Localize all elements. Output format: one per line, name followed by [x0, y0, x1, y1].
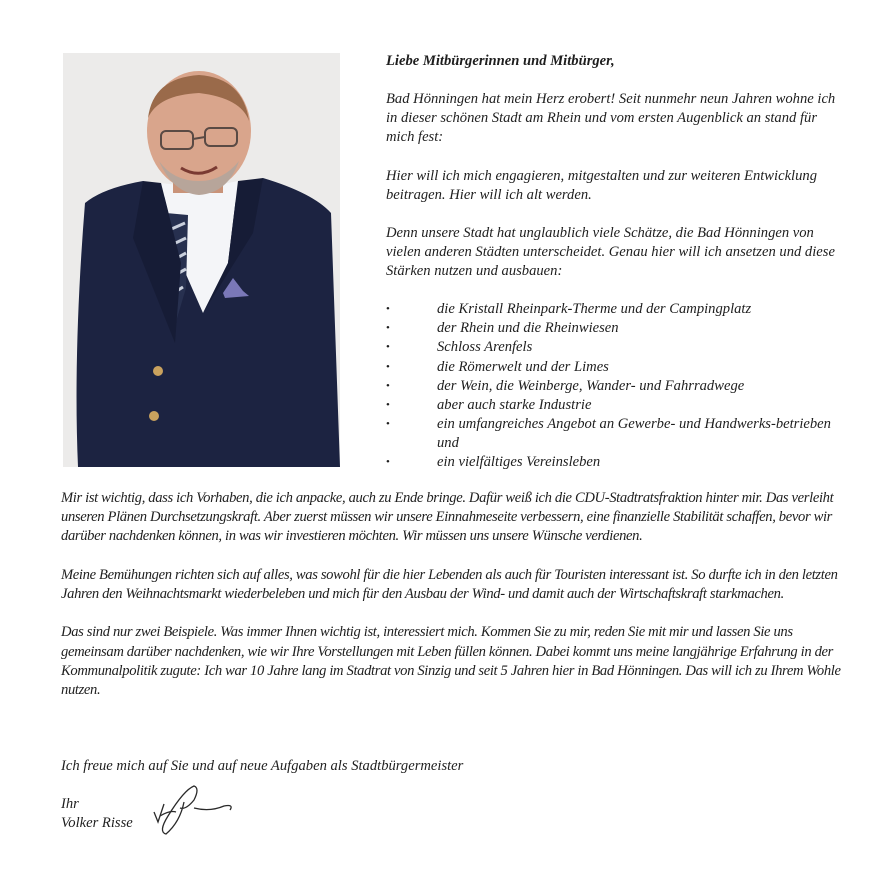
list-item [386, 338, 846, 357]
intro-paragraph: Denn unsere Stadt hat unglaublich viele Schätze, die Bad Hönningen von vielen anderen Städten unterscheidet. Genau hier will ich ansetzen und diese Stärken nutzen und ausbauen: [386, 224, 835, 280]
list-item [386, 319, 846, 338]
letter-body [61, 489, 841, 719]
bullet-icon: • [386, 322, 390, 335]
list-item-text: Schloss Arenfels [437, 339, 533, 356]
list-item-text: die Römerwelt und der Limes [437, 358, 609, 375]
list-item-text: der Wein, die Weinberge, Wander- und Fahrradwege [437, 377, 745, 394]
strengths-list [386, 300, 846, 472]
bullet-icon: • [386, 360, 390, 373]
list-item [386, 377, 846, 396]
letter-intro-column [386, 52, 846, 472]
greeting: Liebe Mitbürgerinnen und Mitbürger, [386, 53, 615, 69]
list-item [386, 396, 846, 415]
body-paragraph: Meine Bemühungen richten sich auf alles, was sowohl für die hier Lebenden als auch für Touristen interessant ist. So durfte ich in den letzten Jahren den Weihnachtsmarkt wiederbeleben und mich für den Ausbau der Wind- und damit auch der Wirtschaftskraft starkmachen. [61, 566, 838, 602]
closing-line: Ich freue mich auf Sie und auf neue Aufgaben als Stadtbürgermeister [61, 758, 464, 774]
body-paragraph: Das sind nur zwei Beispiele. Was immer Ihnen wichtig ist, interessiert mich. Kommen Sie zu mir, reden Sie mit mir und lassen Sie uns gemeinsam darüber nachdenken, wie wir Ihre Vorstellungen mit Leben füllen können. Dabei kommt uns meine langjährige Erfahrung in der Kommunalpolitik zugute: Ich war 10 Jahre lang im Stadtrat von Sinzig und seit 5 Jahren hier in Bad Hönningen. Das will ich zu Ihrem Wohle nutzen. [61, 624, 841, 698]
list-item [386, 300, 846, 319]
bullet-icon: • [386, 341, 390, 354]
bullet-icon: • [386, 303, 390, 316]
bullet-icon: • [386, 455, 390, 468]
list-item-text: ein vielfältiges Vereinsleben [437, 453, 601, 470]
author-name: Volker Risse [61, 815, 133, 832]
bullet-icon: • [386, 417, 390, 430]
bullet-icon: • [386, 398, 390, 411]
sign-off: Ihr [61, 796, 79, 812]
signature-icon [150, 782, 238, 836]
portrait-illustration [63, 53, 340, 467]
list-item [386, 453, 846, 472]
list-item-text: aber auch starke Industrie [437, 396, 592, 413]
list-item-text: ein umfangreiches Angebot an Gewerbe- und Handwerks-betrieben und [437, 415, 831, 451]
body-paragraph: Mir ist wichtig, dass ich Vorhaben, die ich anpacke, auch zu Ende bringe. Dafür weiß ich die CDU-Stadtratsfraktion hinter mir. Das verleiht unseren Plänen Durchsetzungskraft. Aber zuerst müssen wir unsere Einnahmeseite verbessern, eine finanzielle Stabilität schaffen, bevor wir darüber nachdenken können, in was wir investieren möchten. Wir müssen uns unsere Wünsche verdienen. [61, 490, 834, 545]
list-item [386, 415, 846, 453]
intro-paragraph: Bad Hönningen hat mein Herz erobert! Seit nunmehr neun Jahren wohne ich in dieser schönen Stadt am Rhein und vom ersten Augenblick an stand für mich fest: [386, 91, 836, 146]
portrait-photo [63, 53, 340, 467]
list-item-text: der Rhein und die Rheinwiesen [437, 320, 619, 337]
sign-off-block [61, 795, 133, 833]
intro-paragraph: Hier will ich mich engagieren, mitgestalten und zur weiteren Entwicklung beitragen. Hier will ich alt werden. [386, 167, 817, 203]
list-item [386, 358, 846, 377]
list-item-text: die Kristall Rheinpark-Therme und der Campingplatz [437, 301, 752, 318]
bullet-icon: • [386, 379, 390, 392]
